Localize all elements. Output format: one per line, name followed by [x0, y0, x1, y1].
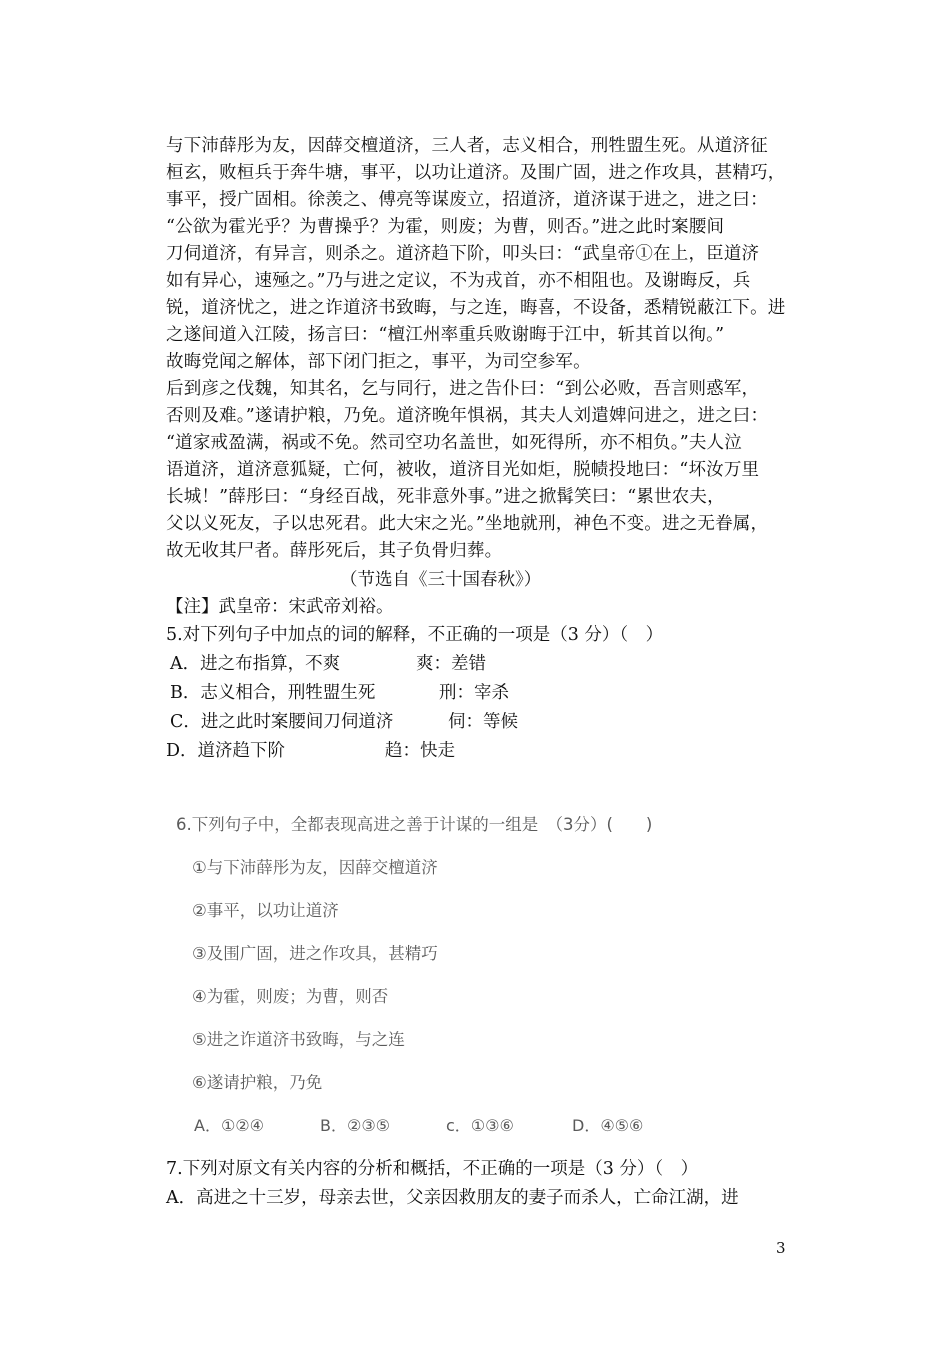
question-7-stem: 7.下列对原文有关内容的分析和概括，不正确的一项是（3 分）（ ） — [166, 1159, 699, 1179]
passage-paragraph-2 — [166, 376, 792, 565]
option-text: A．进之布指算，不爽 — [170, 654, 341, 674]
option-gloss: 爽：差错 — [416, 654, 486, 674]
passage-line: 如有异心，速殛之。”乃与进之定议，不为戎首，亦不相阻也。及谢晦反，兵 — [166, 271, 751, 291]
option-gloss: 伺：等候 — [448, 712, 518, 732]
question-5-option-d — [166, 737, 792, 766]
passage-line: 刀伺道济，有异言，则杀之。道济趋下阶，叩头曰：“武皇帝①在上，臣道济 — [166, 244, 760, 264]
passage-line: “公欲为霍光乎？为曹操乎？为霍，则废；为曹，则否。”进之此时案腰间 — [166, 217, 725, 237]
passage-line: 锐，道济忧之，进之诈道济书致晦，与之连，晦喜，不设备，悉精锐蔽江下。进 — [166, 298, 786, 318]
footnote: 【注】武皇帝：宋武帝刘裕。 — [166, 597, 394, 617]
passage-line: 语道济，道济意狐疑，亡何，被收，道济目光如炬，脱帻投地曰：“坏汝万里 — [166, 460, 760, 480]
page-number: 3 — [776, 1239, 786, 1257]
question-5-option-b — [166, 679, 792, 708]
passage-line: 事平，授广固相。徐羡之、傅亮等谋废立，招道济，道济谋于进之，进之曰： — [166, 190, 768, 210]
question-7-option-a: A．高进之十三岁，母亲去世，父亲因救朋友的妻子而杀人，亡命江湖，进 — [166, 1188, 739, 1208]
option-text: D．道济趋下阶 — [166, 741, 286, 761]
passage-line: 桓玄，败桓兵于奔牛塘，事平，以功让道济。及围广固，进之作攻具，甚精巧， — [166, 163, 786, 183]
question-6-item: ③及围广固，进之作攻具，甚精巧 — [192, 944, 438, 963]
passage-line: 否则及难。”遂请护粮，乃免。道济晚年惧祸，其夫人刘遣婢问进之，进之曰： — [166, 406, 769, 426]
question-6-item: ⑤进之诈道济书致晦，与之连 — [192, 1030, 405, 1049]
question-6-item: ⑥遂请护粮，乃免 — [192, 1073, 323, 1092]
question-6-item: ①与下沛薛彤为友，因薛交檀道济 — [192, 858, 438, 877]
option-gloss: 刑：宰杀 — [439, 683, 509, 703]
passage-line: 父以义死友，子以忠死君。此大宋之光。”坐地就刑，神色不变。进之无眷属， — [166, 514, 769, 534]
question-6-choice-b: B．②③⑤ — [320, 1116, 391, 1135]
option-text: B．志义相合，刑牲盟生死 — [170, 683, 376, 703]
question-7 — [166, 1155, 796, 1213]
passage-body — [166, 133, 792, 766]
passage-line: 长城！”薛彤曰：“身经百战，死非意外事。”进之掀髯笑曰：“累世农夫， — [166, 487, 725, 507]
question-6-choice-c: c．①③⑥ — [446, 1116, 514, 1135]
option-gloss: 趋：快走 — [385, 741, 455, 761]
question-6-item: ④为霍，则废；为曹，则否 — [192, 987, 389, 1006]
passage-line: 后到彦之伐魏，知其名，乞与同行，进之告仆曰：“到公必败，吾言则惑军， — [166, 379, 760, 399]
question-6-stem: 6.下列句子中，全都表现高进之善于计谋的一组是 （3分）( ) — [176, 815, 653, 834]
passage-line: “道家戒盈满，祸或不免。然司空功名盖世，如死得所，亦不相负。”夫人泣 — [166, 433, 742, 453]
question-6-item: ②事平，以功让道济 — [192, 901, 339, 920]
question-5-stem: 5.对下列句子中加点的词的解释，不正确的一项是（3 分）（ ） — [166, 625, 664, 645]
question-5 — [166, 621, 792, 766]
question-6-image — [176, 812, 776, 1135]
passage-line: 故晦党闻之解体，部下闭门拒之，事平，为司空参军。 — [166, 352, 591, 372]
passage-source: （节选自《三十国春秋》） — [340, 570, 542, 590]
passage-line: 与下沛薛彤为友，因薛交檀道济，三人者，志义相合，刑牲盟生死。从道济征 — [166, 136, 768, 156]
question-5-option-c — [166, 708, 792, 737]
passage-line: 故无收其尸者。薛彤死后，其子负骨归葬。 — [166, 541, 503, 561]
option-text: C．进之此时案腰间刀伺道济 — [170, 712, 394, 732]
passage-paragraph-1 — [166, 133, 792, 376]
question-5-option-a — [166, 650, 792, 679]
question-6-choice-d: D．④⑤⑥ — [572, 1116, 644, 1135]
question-6-choice-a: A．①②④ — [194, 1116, 264, 1135]
passage-line: 之遂间道入江陵，扬言曰：“檀江州率重兵败谢晦于江中，斩其首以徇。” — [166, 325, 725, 345]
